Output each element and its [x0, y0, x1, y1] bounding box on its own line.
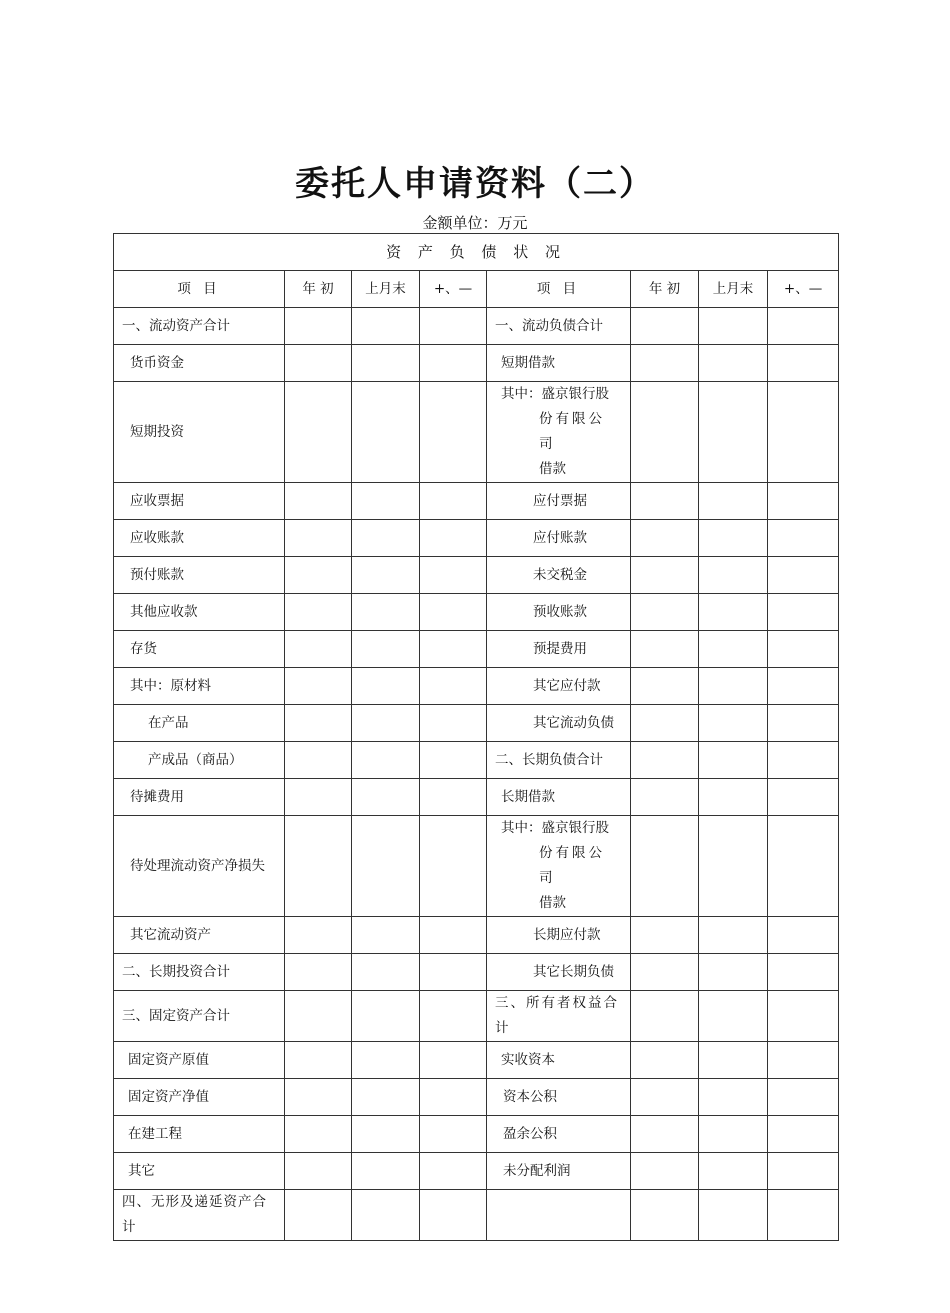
- right-last-month-cell[interactable]: [699, 668, 768, 705]
- left-item-label: 固定资产原值: [114, 1042, 285, 1079]
- right-item-label: 长期借款: [487, 779, 631, 816]
- header-right-last-month: 上月末: [699, 271, 768, 308]
- table-row: [114, 1042, 839, 1079]
- right-begin-cell[interactable]: [631, 991, 699, 1042]
- left-last-month-cell[interactable]: [352, 705, 420, 742]
- right-change-cell[interactable]: [768, 1190, 839, 1241]
- right-begin-cell[interactable]: [631, 705, 699, 742]
- table-row: [114, 1079, 839, 1116]
- left-item-label: 待摊费用: [114, 779, 285, 816]
- right-item-label: 应付账款: [487, 520, 631, 557]
- left-item-label: 在建工程: [114, 1116, 285, 1153]
- right-change-cell[interactable]: [768, 557, 839, 594]
- left-change-cell[interactable]: [420, 1079, 487, 1116]
- right-begin-cell[interactable]: [631, 345, 699, 382]
- table-row: [114, 954, 839, 991]
- left-begin-cell[interactable]: [285, 1042, 352, 1079]
- right-last-month-cell[interactable]: [699, 1116, 768, 1153]
- left-last-month-cell[interactable]: [352, 382, 420, 483]
- right-last-month-cell[interactable]: [699, 1190, 768, 1241]
- left-change-cell[interactable]: [420, 779, 487, 816]
- right-begin-cell[interactable]: [631, 1190, 699, 1241]
- left-begin-cell[interactable]: [285, 816, 352, 917]
- left-change-cell[interactable]: [420, 382, 487, 483]
- left-begin-cell[interactable]: [285, 954, 352, 991]
- right-change-cell[interactable]: [768, 779, 839, 816]
- left-last-month-cell[interactable]: [352, 742, 420, 779]
- table-row: [114, 1116, 839, 1153]
- left-last-month-cell[interactable]: [352, 1190, 420, 1241]
- right-last-month-cell[interactable]: [699, 991, 768, 1042]
- left-begin-cell[interactable]: [285, 705, 352, 742]
- right-change-cell[interactable]: [768, 520, 839, 557]
- right-change-cell[interactable]: [768, 705, 839, 742]
- left-item-label: 货币资金: [114, 345, 285, 382]
- left-item-label: 固定资产净值: [114, 1079, 285, 1116]
- left-last-month-cell[interactable]: [352, 520, 420, 557]
- table-row: [114, 1153, 839, 1190]
- left-begin-cell[interactable]: [285, 1116, 352, 1153]
- right-change-cell[interactable]: [768, 816, 839, 917]
- right-item-label: 未分配利润: [487, 1153, 631, 1190]
- left-change-cell[interactable]: [420, 308, 487, 345]
- right-item-label: 一、流动负债合计: [487, 308, 631, 345]
- right-begin-cell[interactable]: [631, 594, 699, 631]
- left-item-label: 其他应收款: [114, 594, 285, 631]
- right-change-cell[interactable]: [768, 483, 839, 520]
- right-item-label: 未交税金: [487, 557, 631, 594]
- left-last-month-cell[interactable]: [352, 1116, 420, 1153]
- right-begin-cell[interactable]: [631, 382, 699, 483]
- header-left-last-month: 上月末: [352, 271, 420, 308]
- left-item-label: 产成品（商品）: [114, 742, 285, 779]
- left-begin-cell[interactable]: [285, 917, 352, 954]
- left-begin-cell[interactable]: [285, 1079, 352, 1116]
- left-last-month-cell[interactable]: [352, 1153, 420, 1190]
- right-item-label: 其中：盛京银行股 份有限公司 借款: [487, 816, 631, 917]
- left-change-cell[interactable]: [420, 345, 487, 382]
- table-row: [114, 779, 839, 816]
- left-change-cell[interactable]: [420, 668, 487, 705]
- left-begin-cell[interactable]: [285, 631, 352, 668]
- left-last-month-cell[interactable]: [352, 1042, 420, 1079]
- right-begin-cell[interactable]: [631, 308, 699, 345]
- left-last-month-cell[interactable]: [352, 917, 420, 954]
- table-row: [114, 742, 839, 779]
- right-item-label: 三、所有者权益合 计: [487, 991, 631, 1042]
- left-change-cell[interactable]: [420, 1116, 487, 1153]
- left-change-cell[interactable]: [420, 1190, 487, 1241]
- right-change-cell[interactable]: [768, 382, 839, 483]
- right-item-label: 长期应付款: [487, 917, 631, 954]
- right-change-cell[interactable]: [768, 345, 839, 382]
- left-item-label: 在产品: [114, 705, 285, 742]
- right-begin-cell[interactable]: [631, 917, 699, 954]
- right-last-month-cell[interactable]: [699, 382, 768, 483]
- right-begin-cell[interactable]: [631, 954, 699, 991]
- right-last-month-cell[interactable]: [699, 705, 768, 742]
- left-item-label: 其中：原材料: [114, 668, 285, 705]
- right-last-month-cell[interactable]: [699, 1153, 768, 1190]
- left-last-month-cell[interactable]: [352, 1079, 420, 1116]
- left-change-cell[interactable]: [420, 954, 487, 991]
- unit-label: 金额单位：万元: [422, 214, 528, 232]
- left-last-month-cell[interactable]: [352, 779, 420, 816]
- left-change-cell[interactable]: [420, 483, 487, 520]
- right-last-month-cell[interactable]: [699, 631, 768, 668]
- right-last-month-cell[interactable]: [699, 954, 768, 991]
- right-item-label: 预提费用: [487, 631, 631, 668]
- table-row: [114, 668, 839, 705]
- header-right-change: +、—: [768, 271, 839, 308]
- right-last-month-cell[interactable]: [699, 1042, 768, 1079]
- left-item-label: 其它: [114, 1153, 285, 1190]
- left-begin-cell[interactable]: [285, 594, 352, 631]
- left-last-month-cell[interactable]: [352, 991, 420, 1042]
- left-begin-cell[interactable]: [285, 742, 352, 779]
- right-begin-cell[interactable]: [631, 668, 699, 705]
- right-last-month-cell[interactable]: [699, 1079, 768, 1116]
- right-item-label: 资本公积: [487, 1079, 631, 1116]
- right-change-cell[interactable]: [768, 594, 839, 631]
- table-row: [114, 917, 839, 954]
- left-last-month-cell[interactable]: [352, 483, 420, 520]
- left-begin-cell[interactable]: [285, 1153, 352, 1190]
- left-change-cell[interactable]: [420, 594, 487, 631]
- left-item-label: 一、流动资产合计: [114, 308, 285, 345]
- left-last-month-cell[interactable]: [352, 345, 420, 382]
- right-change-cell[interactable]: [768, 991, 839, 1042]
- header-left-change: +、—: [420, 271, 487, 308]
- right-last-month-cell[interactable]: [699, 917, 768, 954]
- right-last-month-cell[interactable]: [699, 594, 768, 631]
- left-begin-cell[interactable]: [285, 779, 352, 816]
- table-row: [114, 705, 839, 742]
- left-begin-cell[interactable]: [285, 382, 352, 483]
- left-change-cell[interactable]: [420, 1042, 487, 1079]
- left-begin-cell[interactable]: [285, 520, 352, 557]
- left-item-label: 二、长期投资合计: [114, 954, 285, 991]
- header-left-begin: 年 初: [285, 271, 352, 308]
- right-begin-cell[interactable]: [631, 1116, 699, 1153]
- header-left-item: 项 目: [114, 271, 285, 308]
- left-last-month-cell[interactable]: [352, 308, 420, 345]
- right-change-cell[interactable]: [768, 308, 839, 345]
- right-change-cell[interactable]: [768, 917, 839, 954]
- left-last-month-cell[interactable]: [352, 594, 420, 631]
- right-change-cell[interactable]: [768, 742, 839, 779]
- left-item-label: 预付账款: [114, 557, 285, 594]
- header-right-item: 项 目: [487, 271, 631, 308]
- right-change-cell[interactable]: [768, 631, 839, 668]
- table-row: [114, 816, 839, 917]
- right-last-month-cell[interactable]: [699, 742, 768, 779]
- header-right-begin: 年 初: [631, 271, 699, 308]
- left-change-cell[interactable]: [420, 705, 487, 742]
- right-item-label: 应付票据: [487, 483, 631, 520]
- right-last-month-cell[interactable]: [699, 557, 768, 594]
- right-item-label: [487, 1190, 631, 1241]
- right-item-label: 其它应付款: [487, 668, 631, 705]
- left-change-cell[interactable]: [420, 631, 487, 668]
- left-begin-cell[interactable]: [285, 483, 352, 520]
- section-header-row: [114, 234, 839, 271]
- left-change-cell[interactable]: [420, 917, 487, 954]
- right-item-label: 预收账款: [487, 594, 631, 631]
- left-item-label: 三、固定资产合计: [114, 991, 285, 1042]
- section-title: 资 产 负 债 状 况: [114, 234, 839, 271]
- table-row: [114, 483, 839, 520]
- right-begin-cell[interactable]: [631, 483, 699, 520]
- left-change-cell[interactable]: [420, 557, 487, 594]
- left-last-month-cell[interactable]: [352, 816, 420, 917]
- right-change-cell[interactable]: [768, 1042, 839, 1079]
- left-begin-cell[interactable]: [285, 1190, 352, 1241]
- right-last-month-cell[interactable]: [699, 779, 768, 816]
- left-begin-cell[interactable]: [285, 345, 352, 382]
- right-item-label: 二、长期负债合计: [487, 742, 631, 779]
- column-header-row: [114, 271, 839, 308]
- right-begin-cell[interactable]: [631, 631, 699, 668]
- right-last-month-cell[interactable]: [699, 816, 768, 917]
- right-begin-cell[interactable]: [631, 557, 699, 594]
- table-row: [114, 308, 839, 345]
- right-item-label: 盈余公积: [487, 1116, 631, 1153]
- table-row: [114, 991, 839, 1042]
- right-item-label: 短期借款: [487, 345, 631, 382]
- document-title: 委托人申请资料（二）: [295, 164, 655, 204]
- left-change-cell[interactable]: [420, 991, 487, 1042]
- right-begin-cell[interactable]: [631, 779, 699, 816]
- right-item-label: 实收资本: [487, 1042, 631, 1079]
- table-row: [114, 520, 839, 557]
- left-last-month-cell[interactable]: [352, 668, 420, 705]
- left-change-cell[interactable]: [420, 520, 487, 557]
- right-change-cell[interactable]: [768, 1079, 839, 1116]
- left-change-cell[interactable]: [420, 1153, 487, 1190]
- right-item-label: 其中：盛京银行股 份有限公司 借款: [487, 382, 631, 483]
- right-change-cell[interactable]: [768, 668, 839, 705]
- table-row: [114, 382, 839, 483]
- table-row: [114, 557, 839, 594]
- left-change-cell[interactable]: [420, 742, 487, 779]
- right-item-label: 其它长期负债: [487, 954, 631, 991]
- left-item-label: 应收票据: [114, 483, 285, 520]
- left-item-label: 四、无形及递延资产合 计: [114, 1190, 285, 1241]
- left-item-label: 待处理流动资产净损失: [114, 816, 285, 917]
- left-begin-cell[interactable]: [285, 668, 352, 705]
- left-last-month-cell[interactable]: [352, 557, 420, 594]
- left-last-month-cell[interactable]: [352, 954, 420, 991]
- left-change-cell[interactable]: [420, 816, 487, 917]
- balance-sheet-table: [113, 233, 839, 1241]
- right-last-month-cell[interactable]: [699, 520, 768, 557]
- right-change-cell[interactable]: [768, 954, 839, 991]
- right-last-month-cell[interactable]: [699, 345, 768, 382]
- left-last-month-cell[interactable]: [352, 631, 420, 668]
- right-last-month-cell[interactable]: [699, 483, 768, 520]
- left-begin-cell[interactable]: [285, 991, 352, 1042]
- left-begin-cell[interactable]: [285, 308, 352, 345]
- right-begin-cell[interactable]: [631, 742, 699, 779]
- left-begin-cell[interactable]: [285, 557, 352, 594]
- table-row: [114, 631, 839, 668]
- right-begin-cell[interactable]: [631, 520, 699, 557]
- right-begin-cell[interactable]: [631, 1079, 699, 1116]
- right-begin-cell[interactable]: [631, 1042, 699, 1079]
- table-row: [114, 1190, 839, 1241]
- left-item-label: 短期投资: [114, 382, 285, 483]
- right-change-cell[interactable]: [768, 1116, 839, 1153]
- table-row: [114, 594, 839, 631]
- table-row: [114, 345, 839, 382]
- left-item-label: 应收账款: [114, 520, 285, 557]
- right-begin-cell[interactable]: [631, 816, 699, 917]
- right-begin-cell[interactable]: [631, 1153, 699, 1190]
- right-change-cell[interactable]: [768, 1153, 839, 1190]
- left-item-label: 其它流动资产: [114, 917, 285, 954]
- right-last-month-cell[interactable]: [699, 308, 768, 345]
- right-item-label: 其它流动负债: [487, 705, 631, 742]
- left-item-label: 存货: [114, 631, 285, 668]
